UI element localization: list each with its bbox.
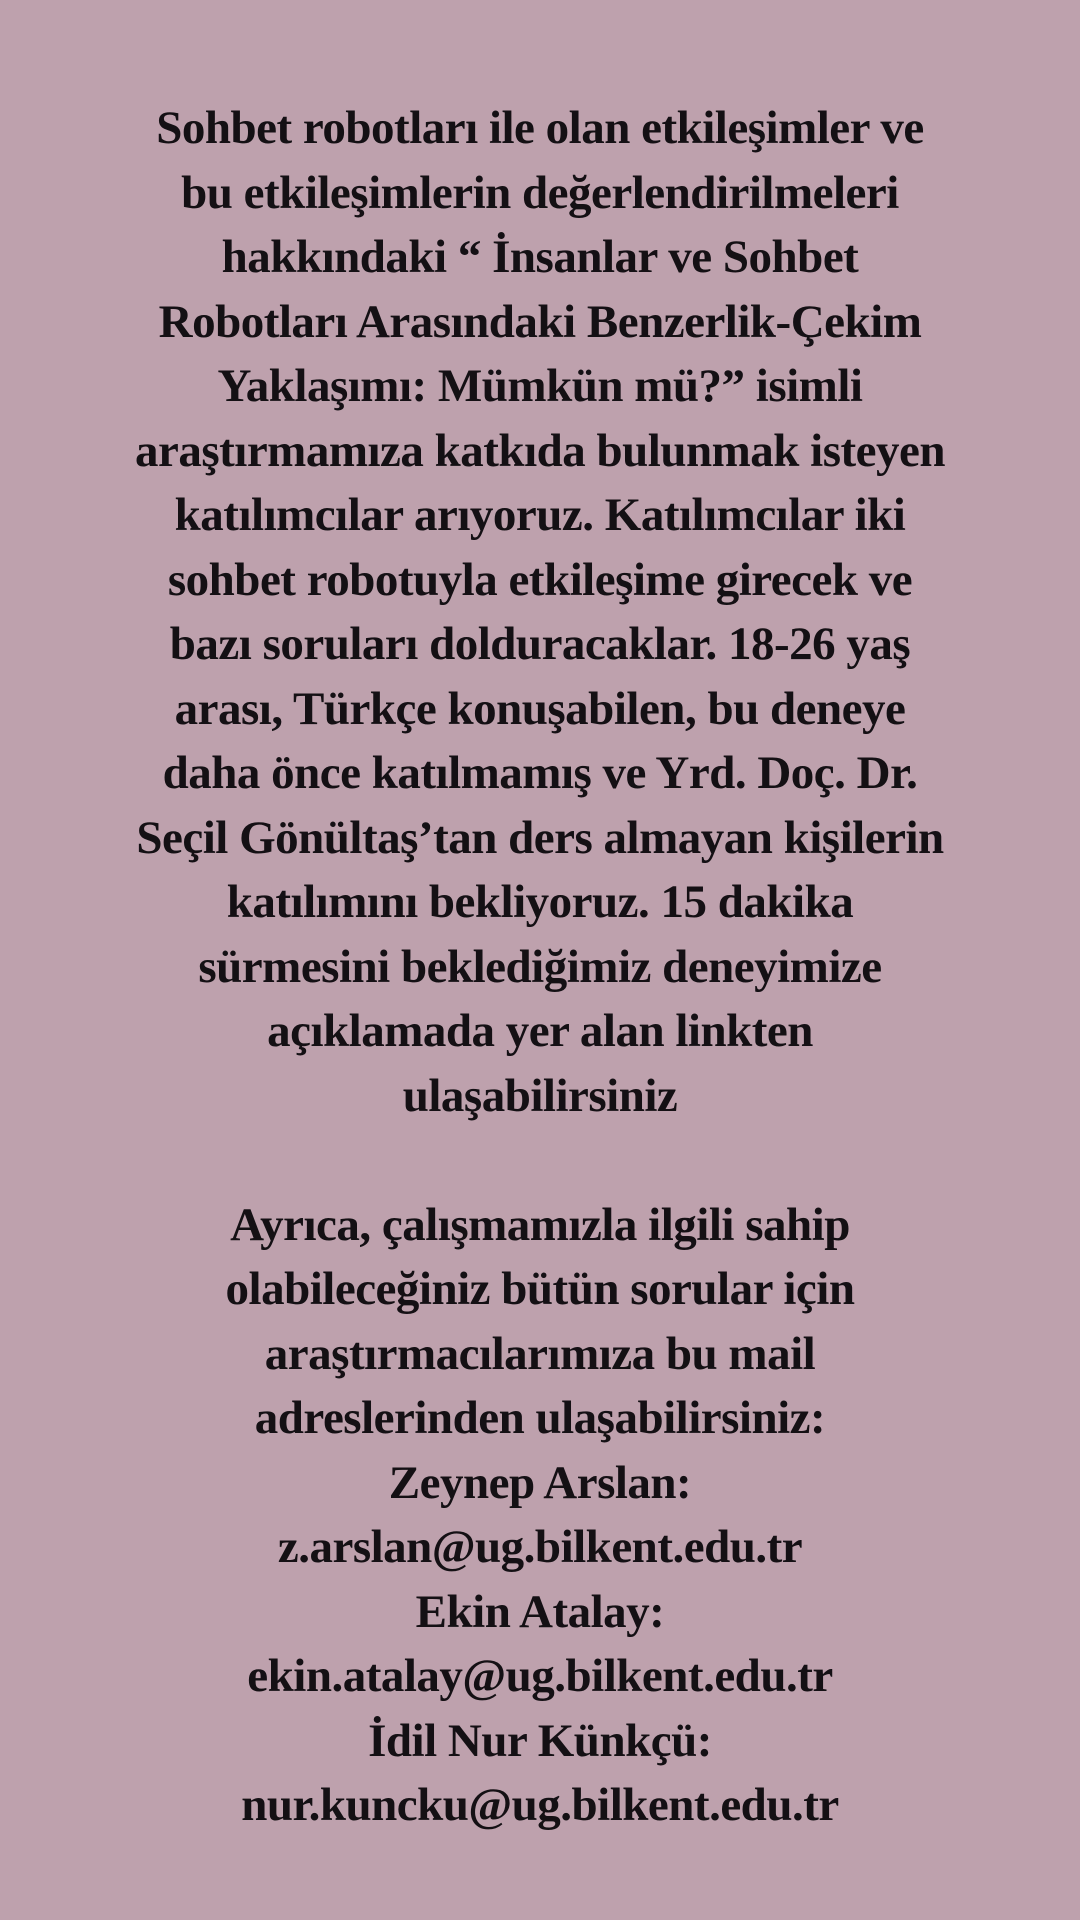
text-line: daha önce katılmamış ve Yrd. Doç. Dr.	[162, 747, 918, 799]
text-line: sürmesini beklediğimiz deneyimize	[198, 940, 882, 993]
text-line: adreslerinden ulaşabilirsiniz:	[254, 1392, 826, 1444]
text-line: Seçil Gönültaş’tan ders almayan kişilerin	[136, 811, 944, 864]
text-line: araştırmacılarımıza bu mail	[264, 1327, 816, 1380]
text-line: Yaklaşımı: Mümkün mü?” isimli	[217, 360, 863, 412]
contact-info-paragraph	[0, 1193, 1080, 1838]
text-line: Sohbet robotları ile olan etkileşimler ve	[156, 102, 924, 154]
text-line: bu etkileşimlerin değerlendirilmeleri	[181, 166, 899, 219]
text-line: İdil Nur Künkçü:	[368, 1714, 712, 1767]
text-line: ekin.atalay@ug.bilkent.edu.tr	[247, 1650, 833, 1702]
text-line: ulaşabilirsiniz	[402, 1069, 678, 1122]
text-line: açıklamada yer alan linkten	[267, 1005, 813, 1057]
text-line: Zeynep Arslan:	[388, 1456, 692, 1509]
study-description-paragraph	[0, 96, 1080, 1128]
text-line: hakkındaki “ İnsanlar ve Sohbet	[221, 231, 859, 283]
text-line: olabileceğiniz bütün sorular için	[225, 1263, 855, 1315]
text-line: z.arslan@ug.bilkent.edu.tr	[277, 1521, 803, 1573]
text-line: sohbet robotuyla etkileşime girecek ve	[167, 553, 913, 606]
text-line: katılımını bekliyoruz. 15 dakika	[226, 876, 854, 928]
text-line: araştırmamıza katkıda bulunmak isteyen	[134, 424, 946, 477]
text-line: nur.kuncku@ug.bilkent.edu.tr	[241, 1779, 839, 1831]
text-line: arası, Türkçe konuşabilen, bu deneye	[174, 682, 906, 735]
text-line: Ekin Atalay:	[415, 1585, 665, 1638]
text-line: Robotları Arasındaki Benzerlik-Çekim	[158, 295, 922, 348]
text-line: Ayrıca, çalışmamızla ilgili sahip	[230, 1198, 850, 1251]
text-line: katılımcılar arıyoruz. Katılımcılar iki	[174, 489, 906, 541]
text-line: bazı soruları dolduracaklar. 18-26 yaş	[169, 618, 911, 670]
